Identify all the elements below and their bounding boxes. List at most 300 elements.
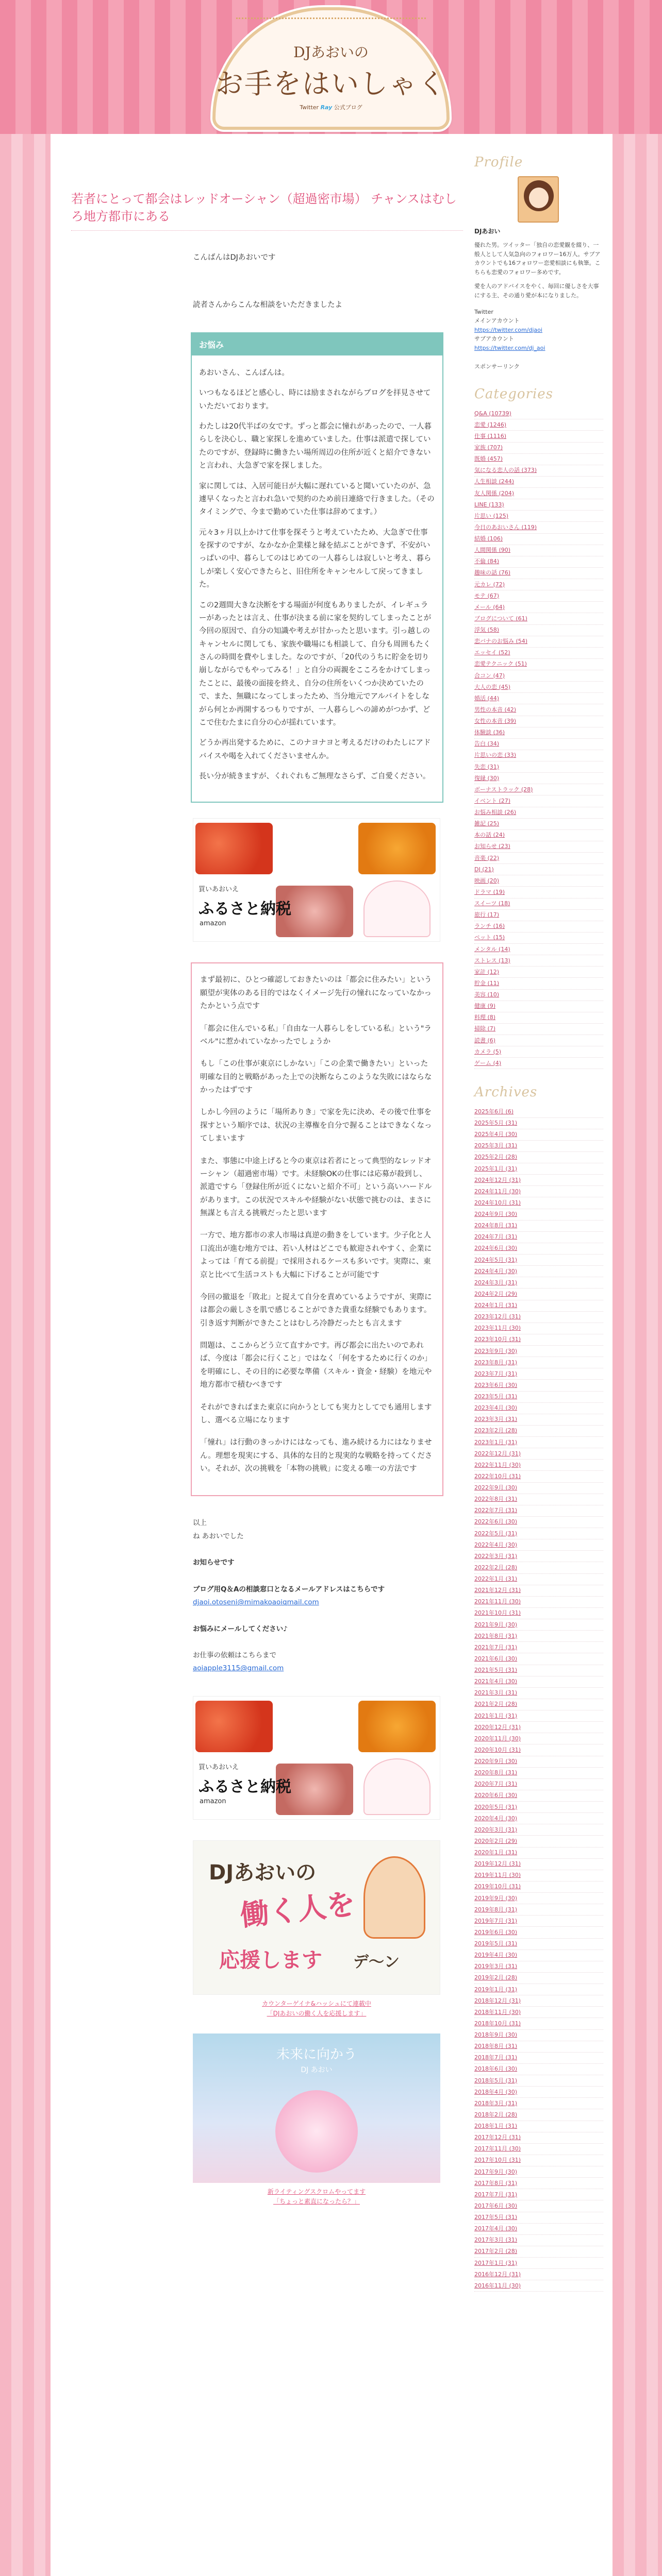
archive-item[interactable]	[474, 1848, 603, 1859]
archive-item[interactable]	[474, 1186, 603, 1197]
archive-item[interactable]	[474, 1141, 603, 1152]
archive-item[interactable]	[474, 2018, 603, 2029]
category-item[interactable]	[474, 990, 603, 1001]
archive-item[interactable]	[474, 2030, 603, 2041]
category-item[interactable]	[474, 522, 603, 533]
archive-item-link[interactable]: 2024年1月 (31)	[474, 1302, 518, 1309]
archive-item[interactable]	[474, 1517, 603, 1528]
category-item-link[interactable]: ランチ (16)	[474, 923, 505, 930]
category-item[interactable]	[474, 477, 603, 488]
category-item[interactable]	[474, 443, 603, 454]
archive-item[interactable]	[474, 1722, 603, 1733]
archive-item[interactable]	[474, 1426, 603, 1437]
category-item[interactable]	[474, 670, 603, 682]
archive-item[interactable]	[474, 1756, 603, 1768]
archive-item[interactable]	[474, 1551, 603, 1562]
category-item[interactable]	[474, 499, 603, 511]
archive-item[interactable]	[474, 1152, 603, 1163]
archive-item[interactable]	[474, 1665, 603, 1676]
category-item-link[interactable]: 家計 (12)	[474, 968, 500, 975]
archive-item[interactable]	[474, 1642, 603, 1653]
archive-item-link[interactable]: 2022年10月 (31)	[474, 1472, 521, 1480]
archive-item[interactable]	[474, 1505, 603, 1517]
archive-item[interactable]	[474, 1631, 603, 1642]
archive-item[interactable]	[474, 1927, 603, 1938]
archive-item[interactable]	[474, 1779, 603, 1790]
archive-item-link[interactable]: 2023年7月 (31)	[474, 1370, 518, 1377]
archive-item-link[interactable]: 2019年7月 (31)	[474, 1917, 518, 1924]
archive-item[interactable]	[474, 1414, 603, 1426]
category-item[interactable]	[474, 602, 603, 613]
archive-item-link[interactable]: 2019年2月 (28)	[474, 1974, 518, 1981]
category-item-link[interactable]: 貯金 (11)	[474, 979, 500, 987]
archive-item-link[interactable]: 2025年2月 (28)	[474, 1154, 518, 1161]
archive-item-link[interactable]: 2021年8月 (31)	[474, 1632, 518, 1639]
archive-item-link[interactable]: 2021年10月 (31)	[474, 1609, 521, 1617]
category-item-link[interactable]: 既婚 (457)	[474, 455, 503, 463]
archive-item-link[interactable]: 2017年11月 (30)	[474, 2145, 521, 2153]
archive-item-link[interactable]: 2024年2月 (29)	[474, 1290, 518, 1297]
archive-item-link[interactable]: 2018年7月 (31)	[474, 2054, 518, 2061]
category-item[interactable]	[474, 1035, 603, 1046]
archive-item-link[interactable]: 2020年4月 (30)	[474, 1815, 518, 1822]
archive-item-link[interactable]: 2017年6月 (30)	[474, 2202, 518, 2209]
archive-item-link[interactable]: 2018年9月 (30)	[474, 2031, 518, 2039]
archive-item[interactable]	[474, 1950, 603, 1961]
category-item[interactable]	[474, 682, 603, 693]
archive-item[interactable]	[474, 1312, 603, 1323]
archive-item-link[interactable]: 2020年7月 (31)	[474, 1781, 518, 1788]
archive-item[interactable]	[474, 1277, 603, 1289]
archive-item-link[interactable]: 2019年4月 (30)	[474, 1952, 518, 1959]
category-item[interactable]	[474, 727, 603, 739]
category-item-link[interactable]: 人生相談 (244)	[474, 478, 515, 485]
archive-item[interactable]	[474, 1904, 603, 1916]
archive-item[interactable]	[474, 2053, 603, 2064]
archive-item-link[interactable]: 2019年12月 (31)	[474, 1860, 521, 1868]
category-item[interactable]	[474, 625, 603, 636]
archive-item[interactable]	[474, 1574, 603, 1585]
archive-item-link[interactable]: 2019年11月 (30)	[474, 1872, 521, 1879]
archive-item[interactable]	[474, 1676, 603, 1688]
archive-item[interactable]	[474, 1916, 603, 1927]
category-item[interactable]	[474, 875, 603, 887]
archive-item-link[interactable]: 2023年10月 (31)	[474, 1336, 521, 1343]
archive-item[interactable]	[474, 1882, 603, 1893]
archive-item[interactable]	[474, 1368, 603, 1380]
archive-item[interactable]	[474, 1699, 603, 1710]
category-item-link[interactable]: 元カレ (72)	[474, 581, 505, 588]
archive-item[interactable]	[474, 1266, 603, 1277]
archive-item[interactable]	[474, 1893, 603, 1904]
category-item[interactable]	[474, 795, 603, 807]
category-item-link[interactable]: ゲーム (4)	[474, 1059, 502, 1066]
archive-item-link[interactable]: 2022年12月 (31)	[474, 1450, 521, 1457]
archive-item[interactable]	[474, 1232, 603, 1243]
archive-item[interactable]	[474, 2166, 603, 2178]
archive-item-link[interactable]: 2022年2月 (28)	[474, 1564, 518, 1571]
archive-item[interactable]	[474, 2212, 603, 2224]
archive-item[interactable]	[474, 1870, 603, 1882]
archive-item[interactable]	[474, 2224, 603, 2235]
archive-item-link[interactable]: 2019年1月 (31)	[474, 1986, 518, 1993]
archive-item[interactable]	[474, 1619, 603, 1631]
category-item[interactable]	[474, 1058, 603, 1069]
archive-item[interactable]	[474, 2075, 603, 2087]
category-item-link[interactable]: 浮気 (58)	[474, 626, 500, 634]
archive-item-link[interactable]: 2018年12月 (31)	[474, 1997, 521, 2004]
archive-item-link[interactable]: 2017年12月 (31)	[474, 2134, 521, 2141]
archive-item[interactable]	[474, 1528, 603, 1539]
archive-item[interactable]	[474, 1973, 603, 1984]
archive-item-link[interactable]: 2019年8月 (31)	[474, 1906, 518, 1913]
category-item[interactable]	[474, 716, 603, 727]
category-item[interactable]	[474, 590, 603, 602]
archive-item[interactable]	[474, 2087, 603, 2098]
work-mail-link[interactable]: aoiapple3115@gmail.com	[193, 1664, 284, 1673]
archive-item-link[interactable]: 2024年10月 (31)	[474, 1199, 521, 1206]
archive-item[interactable]	[474, 1346, 603, 1357]
site-title[interactable]: お手をはいしゃく	[216, 67, 446, 100]
archive-item-link[interactable]: 2017年5月 (31)	[474, 2214, 518, 2221]
category-item-link[interactable]: 婚活 (44)	[474, 694, 500, 702]
archive-item-link[interactable]: 2021年9月 (30)	[474, 1621, 518, 1628]
archive-item[interactable]	[474, 1129, 603, 1141]
category-item[interactable]	[474, 534, 603, 545]
category-item-link[interactable]: お悩み相談 (26)	[474, 809, 517, 816]
category-item-link[interactable]: ブログについて (61)	[474, 615, 527, 622]
banner1-caption-line1[interactable]: カウンターゲイナ&ハッシュにて連載中	[262, 2000, 371, 2008]
furusato-ad-banner-2[interactable]	[193, 1696, 440, 1820]
archive-item[interactable]	[474, 1710, 603, 1722]
archive-item-link[interactable]: 2018年4月 (30)	[474, 2088, 518, 2095]
archive-item[interactable]	[474, 1471, 603, 1482]
category-item-link[interactable]: 体験談 (36)	[474, 729, 505, 736]
category-item[interactable]	[474, 1024, 603, 1035]
archive-item[interactable]	[474, 2064, 603, 2075]
category-item[interactable]	[474, 773, 603, 784]
category-item-link[interactable]: DJ (21)	[474, 866, 494, 873]
category-item-link[interactable]: エッセイ (52)	[474, 649, 510, 656]
category-item-link[interactable]: ドラマ (19)	[474, 888, 505, 895]
category-item[interactable]	[474, 568, 603, 579]
category-item[interactable]	[474, 750, 603, 761]
archive-item[interactable]	[474, 2132, 603, 2144]
archive-item[interactable]	[474, 1460, 603, 1471]
archive-item[interactable]	[474, 1995, 603, 2007]
archive-item-link[interactable]: 2021年2月 (28)	[474, 1701, 518, 1708]
archive-item[interactable]	[474, 2178, 603, 2189]
category-item-link[interactable]: 告白 (34)	[474, 740, 500, 748]
category-item-link[interactable]: 片思い (125)	[474, 512, 509, 519]
category-item-link[interactable]: ボーナストラック (28)	[474, 786, 533, 793]
category-item-link[interactable]: 仕事 (1116)	[474, 432, 507, 439]
archive-item-link[interactable]: 2025年1月 (31)	[474, 1165, 518, 1172]
archive-item[interactable]	[474, 1859, 603, 1870]
archive-item-link[interactable]: 2023年9月 (30)	[474, 1347, 518, 1354]
archive-item[interactable]	[474, 1483, 603, 1494]
archive-item-link[interactable]: 2024年6月 (30)	[474, 1245, 518, 1252]
category-item[interactable]	[474, 899, 603, 910]
category-item[interactable]	[474, 1046, 603, 1058]
archive-item[interactable]	[474, 1961, 603, 1973]
archive-item[interactable]	[474, 1357, 603, 1368]
archive-item-link[interactable]: 2017年10月 (31)	[474, 2157, 521, 2164]
archive-item-link[interactable]: 2018年8月 (31)	[474, 2043, 518, 2050]
category-item-link[interactable]: 今日のあおいさん (119)	[474, 523, 537, 531]
archive-item[interactable]	[474, 2280, 603, 2292]
category-item-link[interactable]: 読書 (6)	[474, 1037, 496, 1044]
archive-item-link[interactable]: 2020年11月 (30)	[474, 1735, 521, 1742]
banner1-caption-line2[interactable]: 「DJあおいの働く人を応援します」	[267, 2010, 367, 2018]
archive-item-link[interactable]: 2021年12月 (31)	[474, 1587, 521, 1594]
archive-item-link[interactable]: 2020年5月 (31)	[474, 1803, 518, 1810]
archive-item[interactable]	[474, 1984, 603, 1995]
archive-item-link[interactable]: 2023年8月 (31)	[474, 1359, 518, 1366]
category-item-link[interactable]: 美容 (10)	[474, 991, 500, 998]
archive-item[interactable]	[474, 1437, 603, 1448]
archive-item[interactable]	[474, 1118, 603, 1129]
category-item[interactable]	[474, 1012, 603, 1024]
archive-item[interactable]	[474, 1163, 603, 1175]
archive-item-link[interactable]: 2023年4月 (30)	[474, 1404, 518, 1412]
category-item[interactable]	[474, 887, 603, 898]
category-item[interactable]	[474, 910, 603, 921]
qa-mail-link[interactable]: djaoi.otoseni@mimakoaoiqmail.com	[193, 1598, 319, 1607]
archive-item-link[interactable]: 2017年4月 (30)	[474, 2225, 518, 2232]
category-item-link[interactable]: イベント (27)	[474, 797, 511, 804]
archive-item-link[interactable]: 2021年5月 (31)	[474, 1667, 518, 1674]
category-item-link[interactable]: 恋バナのお悩み (54)	[474, 638, 528, 645]
archive-item[interactable]	[474, 1255, 603, 1266]
archive-item[interactable]	[474, 2121, 603, 2132]
category-item-link[interactable]: 大人の恋 (45)	[474, 683, 511, 690]
archive-item-link[interactable]: 2024年4月 (30)	[474, 1267, 518, 1275]
archive-item-link[interactable]: 2025年3月 (31)	[474, 1142, 518, 1149]
twitter-main-link[interactable]: https://twitter.com/djaoi	[474, 326, 542, 333]
category-item-link[interactable]: 男性の本音 (42)	[474, 706, 517, 713]
banner2-caption-line2[interactable]: 「ちょっと素直になったら？」	[273, 2197, 360, 2205]
category-item-link[interactable]: 掃除 (7)	[474, 1025, 496, 1032]
category-item[interactable]	[474, 819, 603, 830]
category-item-link[interactable]: 片思いの恋 (33)	[474, 752, 517, 759]
category-item-link[interactable]: メンタル (14)	[474, 945, 510, 953]
category-item-link[interactable]: 恋愛 (1246)	[474, 421, 507, 428]
book-banner[interactable]	[193, 2033, 440, 2183]
archive-item-link[interactable]: 2019年3月 (31)	[474, 1963, 518, 1970]
archive-item-link[interactable]: 2021年4月 (30)	[474, 1678, 518, 1685]
archive-item[interactable]	[474, 1392, 603, 1403]
archive-item-link[interactable]: 2023年2月 (28)	[474, 1427, 518, 1434]
archive-item[interactable]	[474, 1243, 603, 1255]
archive-item-link[interactable]: 2017年2月 (28)	[474, 2248, 518, 2255]
archive-item-link[interactable]: 2023年11月 (30)	[474, 1325, 521, 1332]
archive-item-link[interactable]: 2018年3月 (31)	[474, 2099, 518, 2107]
archive-item-link[interactable]: 2022年1月 (31)	[474, 1575, 518, 1583]
banner2-caption[interactable]	[193, 2187, 440, 2207]
category-item[interactable]	[474, 545, 603, 556]
category-item[interactable]	[474, 636, 603, 648]
archive-item[interactable]	[474, 1688, 603, 1699]
archive-item[interactable]	[474, 1448, 603, 1460]
archive-item-link[interactable]: 2022年9月 (30)	[474, 1484, 518, 1492]
category-item-link[interactable]: メール (64)	[474, 603, 505, 611]
archive-item[interactable]	[474, 1824, 603, 1836]
archive-item[interactable]	[474, 1836, 603, 1847]
archive-item[interactable]	[474, 2098, 603, 2109]
category-item[interactable]	[474, 579, 603, 590]
category-item[interactable]	[474, 978, 603, 989]
archive-item-link[interactable]: 2020年2月 (29)	[474, 1837, 518, 1844]
archive-item[interactable]	[474, 1813, 603, 1824]
archive-item-link[interactable]: 2016年12月 (31)	[474, 2270, 521, 2278]
archive-item[interactable]	[474, 1175, 603, 1186]
archive-item-link[interactable]: 2023年1月 (31)	[474, 1438, 518, 1446]
archive-item-link[interactable]: 2021年11月 (30)	[474, 1598, 521, 1605]
category-item[interactable]	[474, 454, 603, 465]
category-item-link[interactable]: お知らせ (23)	[474, 843, 510, 850]
archive-item[interactable]	[474, 2155, 603, 2166]
category-item-link[interactable]: 気になる恋人の話 (373)	[474, 467, 537, 474]
archive-item-link[interactable]: 2019年6月 (30)	[474, 1928, 518, 1936]
archive-item[interactable]	[474, 2246, 603, 2258]
archive-item-link[interactable]: 2019年9月 (30)	[474, 1894, 518, 1902]
archive-item[interactable]	[474, 1197, 603, 1209]
archive-item[interactable]	[474, 1802, 603, 1813]
archive-item-link[interactable]: 2017年9月 (30)	[474, 2168, 518, 2175]
category-item-link[interactable]: 本の話 (24)	[474, 832, 505, 839]
archive-item[interactable]	[474, 1323, 603, 1334]
category-item[interactable]	[474, 704, 603, 716]
category-item[interactable]	[474, 693, 603, 704]
archive-item-link[interactable]: 2023年5月 (31)	[474, 1393, 518, 1400]
archive-item[interactable]	[474, 1209, 603, 1221]
archive-item[interactable]	[474, 1562, 603, 1573]
archive-item[interactable]	[474, 2007, 603, 2018]
archive-item-link[interactable]: 2018年10月 (31)	[474, 2020, 521, 2027]
archive-item-link[interactable]: 2017年1月 (31)	[474, 2259, 518, 2266]
workers-support-banner[interactable]	[193, 1840, 440, 1995]
archive-item-link[interactable]: 2021年3月 (31)	[474, 1689, 518, 1697]
category-item-link[interactable]: 結婚 (106)	[474, 535, 503, 543]
archive-item-link[interactable]: 2022年4月 (30)	[474, 1541, 518, 1548]
archive-item-link[interactable]: 2022年8月 (31)	[474, 1496, 518, 1503]
category-item-link[interactable]: LINE (133)	[474, 501, 504, 508]
archive-item[interactable]	[474, 1597, 603, 1608]
category-item-link[interactable]: ペット (15)	[474, 934, 505, 941]
category-item-link[interactable]: 音楽 (22)	[474, 854, 500, 861]
archive-item[interactable]	[474, 1221, 603, 1232]
category-item-link[interactable]: 健康 (9)	[474, 1003, 496, 1010]
category-item-link[interactable]: 女性の本音 (39)	[474, 718, 517, 725]
archive-item-link[interactable]: 2018年5月 (31)	[474, 2077, 518, 2084]
category-item[interactable]	[474, 648, 603, 659]
category-item[interactable]	[474, 659, 603, 670]
category-item-link[interactable]: 家族 (707)	[474, 444, 503, 451]
archive-item[interactable]	[474, 1585, 603, 1597]
archive-item-link[interactable]: 2020年9月 (30)	[474, 1758, 518, 1765]
archive-item[interactable]	[474, 2258, 603, 2269]
category-item-link[interactable]: 旅行 (17)	[474, 911, 500, 919]
archive-item[interactable]	[474, 1289, 603, 1300]
category-item[interactable]	[474, 807, 603, 819]
archive-item-link[interactable]: 2019年5月 (31)	[474, 1940, 518, 1947]
archive-item[interactable]	[474, 1300, 603, 1312]
category-item-link[interactable]: 失恋 (31)	[474, 763, 500, 770]
archive-item-link[interactable]: 2016年11月 (30)	[474, 2282, 521, 2289]
archive-item[interactable]	[474, 1768, 603, 1779]
archive-item-link[interactable]: 2018年2月 (28)	[474, 2111, 518, 2118]
archive-item[interactable]	[474, 2109, 603, 2121]
archive-item-link[interactable]: 2017年8月 (31)	[474, 2179, 518, 2187]
archive-item[interactable]	[474, 1744, 603, 1756]
category-item[interactable]	[474, 944, 603, 955]
category-item-link[interactable]: 雑記 (25)	[474, 820, 500, 827]
archive-item-link[interactable]: 2019年10月 (31)	[474, 1883, 521, 1890]
archive-item-link[interactable]: 2024年12月 (31)	[474, 1176, 521, 1183]
banner2-caption-line1[interactable]: 新ライティングスクロムやってます	[267, 2188, 366, 2195]
archive-item-link[interactable]: 2020年3月 (31)	[474, 1826, 518, 1833]
category-item-link[interactable]: Q&A (10739)	[474, 410, 511, 417]
category-item-link[interactable]: ストレス (13)	[474, 957, 510, 964]
furusato-ad-banner[interactable]	[193, 818, 440, 942]
category-item[interactable]	[474, 853, 603, 864]
category-item[interactable]	[474, 556, 603, 568]
archive-item[interactable]	[474, 2269, 603, 2280]
category-item-link[interactable]: 復縁 (30)	[474, 774, 500, 782]
archive-item-link[interactable]: 2020年10月 (31)	[474, 1746, 521, 1753]
category-item[interactable]	[474, 408, 603, 419]
archive-item-link[interactable]: 2021年7月 (31)	[474, 1643, 518, 1651]
archive-item-link[interactable]: 2023年3月 (31)	[474, 1416, 518, 1423]
archive-item-link[interactable]: 2022年3月 (31)	[474, 1552, 518, 1560]
category-item[interactable]	[474, 967, 603, 978]
category-item[interactable]	[474, 739, 603, 750]
category-item[interactable]	[474, 921, 603, 933]
archive-item-link[interactable]: 2023年6月 (30)	[474, 1381, 518, 1388]
archive-item-link[interactable]: 2024年5月 (31)	[474, 1256, 518, 1263]
archive-item-link[interactable]: 2018年6月 (30)	[474, 2065, 518, 2073]
category-item[interactable]	[474, 830, 603, 841]
archive-item-link[interactable]: 2022年11月 (30)	[474, 1461, 521, 1468]
archive-item-link[interactable]: 2018年1月 (31)	[474, 2123, 518, 2130]
archive-item-link[interactable]: 2025年6月 (6)	[474, 1108, 514, 1115]
category-item-link[interactable]: 恋愛テクニック (51)	[474, 660, 527, 668]
archive-item-link[interactable]: 2024年9月 (30)	[474, 1211, 518, 1218]
archive-item-link[interactable]: 2024年11月 (30)	[474, 1188, 521, 1195]
archive-item-link[interactable]: 2020年1月 (31)	[474, 1849, 518, 1856]
twitter-sub-link[interactable]: https://twitter.com/dj_aoi	[474, 344, 545, 351]
category-item-link[interactable]: 合コン (47)	[474, 672, 505, 679]
category-item[interactable]	[474, 511, 603, 522]
archive-item-link[interactable]: 2020年12月 (31)	[474, 1723, 521, 1731]
archive-item[interactable]	[474, 1790, 603, 1802]
category-item[interactable]	[474, 761, 603, 773]
category-item[interactable]	[474, 1001, 603, 1012]
archive-item-link[interactable]: 2024年7月 (31)	[474, 1233, 518, 1241]
archive-item[interactable]	[474, 2235, 603, 2246]
archive-item-link[interactable]: 2017年3月 (31)	[474, 2236, 518, 2244]
archive-item[interactable]	[474, 1939, 603, 1950]
category-item[interactable]	[474, 488, 603, 499]
category-item-link[interactable]: 映画 (20)	[474, 877, 500, 884]
category-item-link[interactable]: 料理 (8)	[474, 1014, 496, 1021]
category-item[interactable]	[474, 431, 603, 442]
archive-item[interactable]	[474, 1733, 603, 1744]
category-item[interactable]	[474, 419, 603, 431]
category-item-link[interactable]: 友人関係 (204)	[474, 489, 515, 497]
archive-item[interactable]	[474, 1106, 603, 1117]
